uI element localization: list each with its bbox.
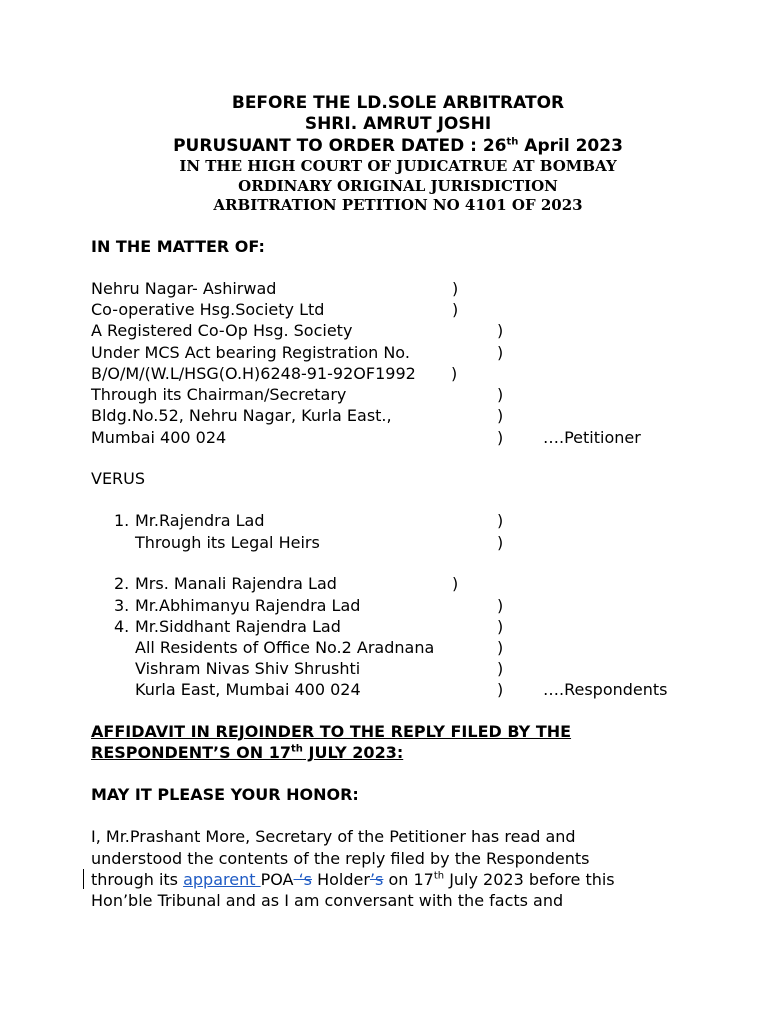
header-line-3 xyxy=(0,136,768,156)
petitioner-line: A Registered Co-Op Hsg. Society xyxy=(91,321,353,340)
petitioner-paren: ) xyxy=(451,364,458,383)
paragraph-text: July 2023 before this xyxy=(444,870,615,889)
respondent-line: All Residents of Office No.2 Aradnana xyxy=(135,638,435,657)
petitioner-line: Bldg.No.52, Nehru Nagar, Kurla East., xyxy=(91,406,392,425)
paragraph-text: POA xyxy=(260,870,294,889)
petitioner-paren: ) xyxy=(497,385,504,404)
petitioner-paren: ) xyxy=(452,279,459,298)
respondent-line: Through its Legal Heirs xyxy=(135,533,320,552)
petitioner-line: Nehru Nagar- Ashirwad xyxy=(91,279,277,298)
respondent-number: 4. xyxy=(114,617,130,636)
respondent-paren: ) xyxy=(497,638,504,657)
header-line-6: ARBITRATION PETITION NO 4101 OF 2023 xyxy=(213,196,583,214)
respondent-paren: ) xyxy=(497,659,504,678)
respondent-paren: ) xyxy=(497,511,504,530)
petitioner-paren: ) xyxy=(497,406,504,425)
header-line-4: IN THE HIGH COURT OF JUDICATRUE AT BOMBAY xyxy=(179,157,617,175)
paragraph-text: on 17 xyxy=(383,870,434,889)
respondent-number: 2. xyxy=(114,574,130,593)
header-line-3-sup: th xyxy=(506,136,519,148)
respondent-line: Mr.Abhimanyu Rajendra Lad xyxy=(135,596,361,615)
petitioner-role: ….Petitioner xyxy=(543,428,641,447)
header-line-1: BEFORE THE LD.SOLE ARBITRATOR xyxy=(231,93,565,113)
affidavit-line-2-prefix: RESPONDENT’S ON 17 xyxy=(91,743,292,762)
paragraph-line-1: I, Mr.Prashant More, Secretary of the Petitioner has read and xyxy=(91,827,576,846)
respondent-paren: ) xyxy=(452,574,459,593)
respondent-paren: ) xyxy=(497,680,504,699)
paragraph-line-2: understood the contents of the reply filed by the Respondents xyxy=(91,849,590,868)
petitioner-paren: ) xyxy=(497,428,504,447)
affidavit-line-2-suffix: JULY 2023: xyxy=(302,743,404,762)
petitioner-line: Through its Chairman/Secretary xyxy=(91,385,347,404)
versus-label: VERUS xyxy=(91,469,146,488)
respondent-line: Mr.Rajendra Lad xyxy=(135,511,265,530)
tracked-deletion[interactable]: ’s xyxy=(369,870,384,889)
salutation: MAY IT PLEASE YOUR HONOR: xyxy=(91,785,359,804)
respondent-paren: ) xyxy=(497,617,504,636)
affidavit-heading-line-2 xyxy=(91,742,403,763)
respondent-line: Kurla East, Mumbai 400 024 xyxy=(135,680,361,699)
header-line-3-prefix: PURUSUANT TO ORDER DATED : 26 xyxy=(173,136,507,156)
paragraph-line-4: Hon’ble Tribunal and as I am conversant with the facts and xyxy=(91,891,564,910)
matter-heading: IN THE MATTER OF: xyxy=(91,237,265,256)
respondent-line: Vishram Nivas Shiv Shrushti xyxy=(135,659,361,678)
affidavit-heading-line-1: AFFIDAVIT IN REJOINDER TO THE REPLY FILED BY THE xyxy=(91,722,572,741)
respondent-paren: ) xyxy=(497,533,504,552)
paragraph-text: Holder xyxy=(312,870,370,889)
header-line-3-suffix: April 2023 xyxy=(518,136,623,156)
petitioner-line: B/O/M/(W.L/HSG(O.H)6248-91-92OF1992 xyxy=(91,364,416,383)
petitioner-paren: ) xyxy=(497,343,504,362)
header-line-5: ORDINARY ORIGINAL JURISDICTION xyxy=(238,177,558,195)
header-line-2: SHRI. AMRUT JOSHI xyxy=(304,114,492,134)
tracked-deletion[interactable]: ‘s xyxy=(293,870,313,889)
petitioner-line: Co-operative Hsg.Society Ltd xyxy=(91,300,325,319)
tracked-insertion[interactable]: apparent xyxy=(183,870,261,889)
change-bar xyxy=(83,869,84,889)
paragraph-text: through its xyxy=(91,870,184,889)
respondent-number: 1. xyxy=(114,511,130,530)
petitioner-paren: ) xyxy=(452,300,459,319)
petitioner-line: Mumbai 400 024 xyxy=(91,428,227,447)
respondent-line: Mr.Siddhant Rajendra Lad xyxy=(135,617,341,636)
petitioner-line: Under MCS Act bearing Registration No. xyxy=(91,343,410,362)
respondent-paren: ) xyxy=(497,596,504,615)
paragraph-sup: th xyxy=(433,870,445,882)
respondent-number: 3. xyxy=(114,596,130,615)
affidavit-line-2-sup: th xyxy=(291,743,303,755)
respondent-line: Mrs. Manali Rajendra Lad xyxy=(135,574,337,593)
respondents-role: ….Respondents xyxy=(543,680,668,699)
petitioner-paren: ) xyxy=(497,321,504,340)
paragraph-line-3 xyxy=(91,869,615,890)
